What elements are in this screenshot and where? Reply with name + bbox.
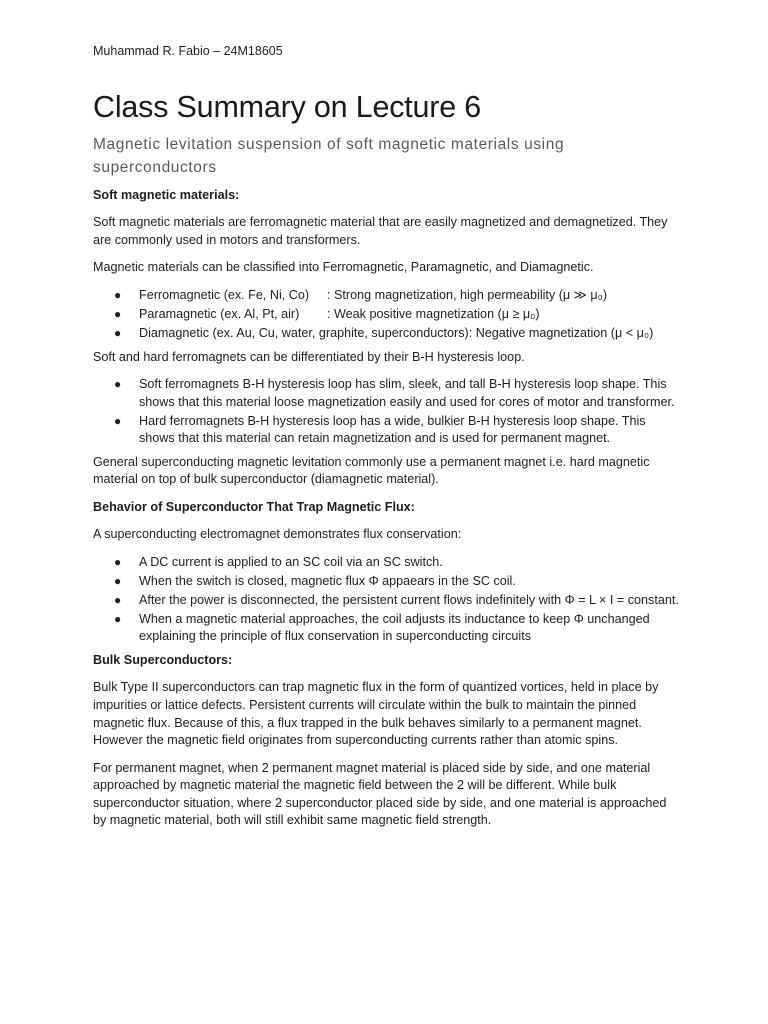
- document-body: [93, 187, 683, 840]
- section-heading-trap: Behavior of Superconductor That Trap Magnetic Flux:: [93, 499, 415, 514]
- paragraph: For permanent magnet, when 2 permanent magnet material is placed side by side, and one material approached by magnetic material the magnetic field between the 2 will be different. While bulk superconductor situation, where 2 superconductor placed side by side, and one material is approached by magnetic material, both will still exhibit same magnetic field strength.: [93, 760, 667, 828]
- document-title: Class Summary on Lecture 6: [93, 90, 482, 124]
- paragraph: General superconducting magnetic levitation commonly use a permanent magnet i.e. hard magnetic material on top of bulk superconductor (diamagnetic material).: [93, 454, 650, 487]
- bullet-icon: ●: [114, 611, 122, 626]
- hysteresis-list: [93, 376, 683, 448]
- paragraph: Soft and hard ferromagnets can be differentiated by their B-H hysteresis loop.: [93, 349, 525, 364]
- flux-conservation-list: [93, 554, 683, 646]
- paragraph: Magnetic materials can be classified into Ferromagnetic, Paramagnetic, and Diamagnetic.: [93, 260, 594, 275]
- section-heading-bulk: Bulk Superconductors:: [93, 653, 233, 668]
- list-item: ● When the switch is closed, magnetic flux Φ appaears in the SC coil.: [93, 573, 683, 591]
- document-subtitle: Magnetic levitation suspension of soft magnetic materials using superconductors: [93, 136, 565, 176]
- author-line: Muhammad R. Fabio – 24M18605: [93, 44, 283, 58]
- bullet-icon: ●: [114, 325, 122, 340]
- list-item: ● Diamagnetic (ex. Au, Cu, water, graphite, superconductors): Negative magnetization (μ < μ₀): [93, 325, 683, 343]
- bullet-icon: ●: [114, 287, 122, 302]
- paragraph: Soft magnetic materials are ferromagnetic material that are easily magnetized and demagnetized. They are commonly used in motors and transformers.: [93, 215, 668, 247]
- bullet-icon: ●: [114, 306, 122, 321]
- list-item: ● Soft ferromagnets B-H hysteresis loop has slim, sleek, and tall B-H hysteresis loop shape. This shows that this material loose magnetization easily and used for cores of motor and transformer.: [114, 376, 675, 409]
- bullet-icon: ●: [114, 554, 122, 569]
- paragraph: Bulk Type II superconductors can trap magnetic flux in the form of quantized vortices, held in place by impurities or lattice defects. Persistent currents will circulate within the bulk to maintain the pinned magnetic flux. Because of this, a flux trapped in the bulk behaves similarly to a permanent magnet. However the magnetic field originates from superconducting currents rather than atomic spins.: [93, 680, 659, 748]
- bullet-icon: ●: [114, 376, 122, 391]
- list-item: ● A DC current is applied to an SC coil via an SC switch.: [93, 554, 683, 572]
- section-heading-soft: Soft magnetic materials:: [93, 188, 240, 202]
- bullet-icon: ●: [114, 592, 122, 607]
- list-item: ● Ferromagnetic (ex. Fe, Ni, Co) : Strong magnetization, high permeability (μ ≫ μ₀): [93, 287, 683, 305]
- paragraph: A superconducting electromagnet demonstrates flux conservation:: [93, 527, 462, 542]
- bullet-icon: ●: [114, 413, 122, 428]
- list-item: ● Paramagnetic (ex. Al, Pt, air) : Weak positive magnetization (μ ≥ μ₀): [93, 306, 683, 324]
- material-types-list: [93, 287, 683, 343]
- list-item: ● After the power is disconnected, the persistent current flows indefinitely with Φ = L × I = constant.: [93, 592, 683, 610]
- bullet-icon: ●: [114, 573, 122, 588]
- list-item: ● When a magnetic material approaches, the coil adjusts its inductance to keep Φ unchanged explaining the principle of flux conservation in superconducting circuits: [114, 611, 650, 644]
- list-item: ● Hard ferromagnets B-H hysteresis loop has a wide, bulkier B-H hysteresis loop shape. This shows that this material can retain magnetization and is used for permanent magnet.: [114, 413, 646, 446]
